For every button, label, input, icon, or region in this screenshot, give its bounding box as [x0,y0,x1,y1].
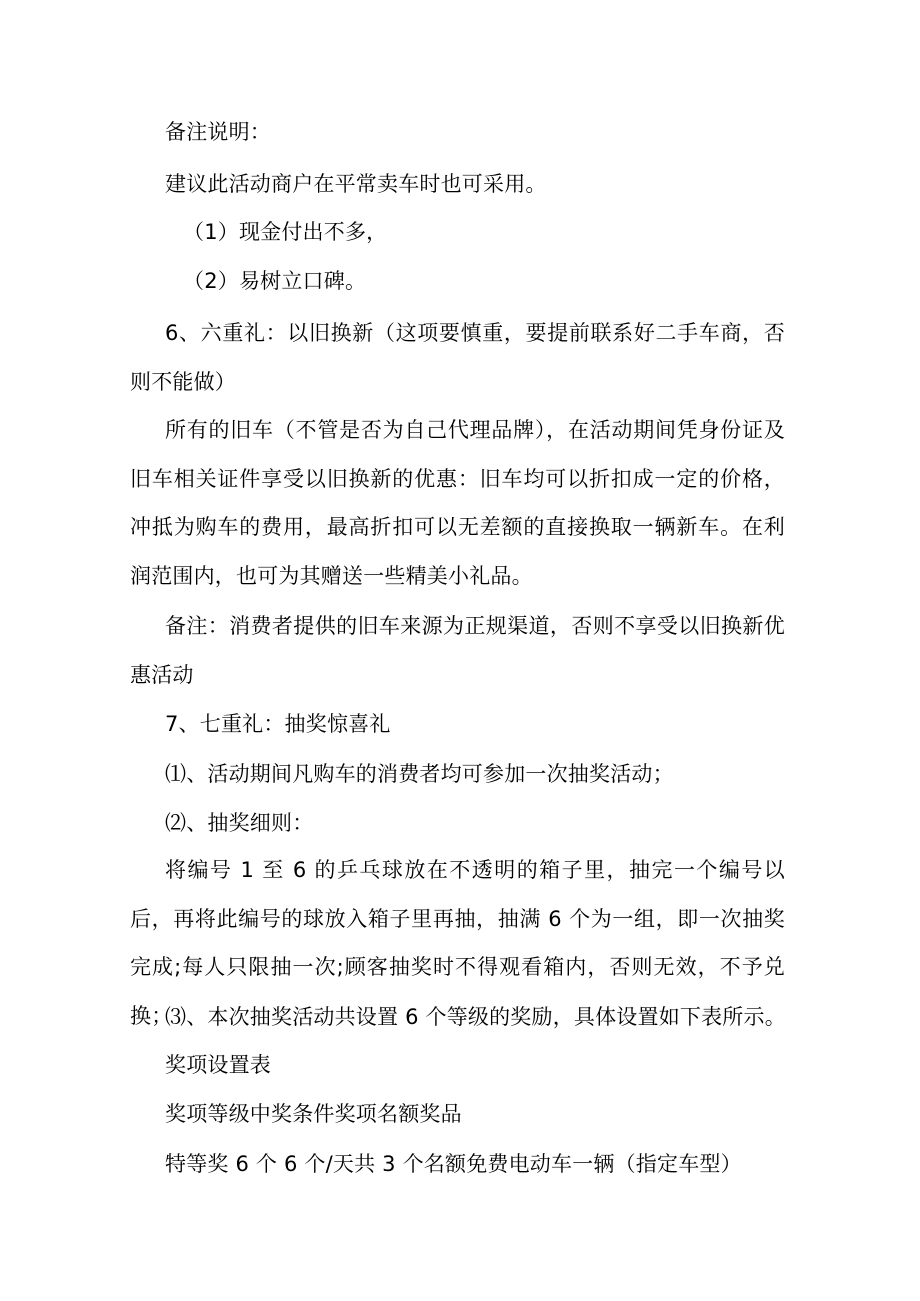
lottery-item-2: ⑵、抽奖细则： [165,811,314,835]
point-1: （1）现金付出不多， [183,220,388,244]
lottery-rules: 将编号 1 至 6 的乒乓球放在不透明的箱子里，抽完一个编号以后，再将此编号的球放入箱子里再抽，抽满 6 个为一组，即一次抽奖完成;每人只限抽一次;顾客抽奖时不得观看箱内，否则无效，不予兑换； [130,858,785,1028]
point-2: （2）易树立口碑。 [183,269,367,293]
table-header: 奖项等级中奖条件奖项名额奖品 [165,1102,462,1126]
table-row: 特等奖 6 个 6 个/天共 3 个名额免费电动车一辆（指定车型） [165,1152,742,1176]
gift7-heading: 7、七重礼：抽奖惊喜礼 [165,712,391,736]
gift6-note: 备注：消费者提供的旧车来源为正规渠道，否则不享受以旧换新优惠活动 [130,614,785,687]
table-title: 奖项设置表 [165,1053,271,1077]
gift6-body: 所有的旧车（不管是否为自己代理品牌），在活动期间凭身份证及旧车相关证件享受以旧换新的优惠：旧车均可以折扣成一定的价格，冲抵为购车的费用，最高折扣可以无差额的直接换取一辆新车。在利润范围内，也可为其赠送一些精美小礼品。 [130,418,785,588]
lottery-item-3: ⑶、本次抽奖活动共设置 6 个等级的奖励，具体设置如下表所示。 [165,1005,786,1029]
suggestion-text: 建议此活动商户在平常卖车时也可采用。 [165,172,547,196]
gift6-heading: 6、六重礼：以旧换新（这项要慎重，要提前联系好二手车商，否则不能做） [130,321,785,394]
lottery-item-1: ⑴、活动期间凡购车的消费者均可参加一次抽奖活动； [165,762,674,786]
note-heading: 备注说明： [165,120,271,144]
